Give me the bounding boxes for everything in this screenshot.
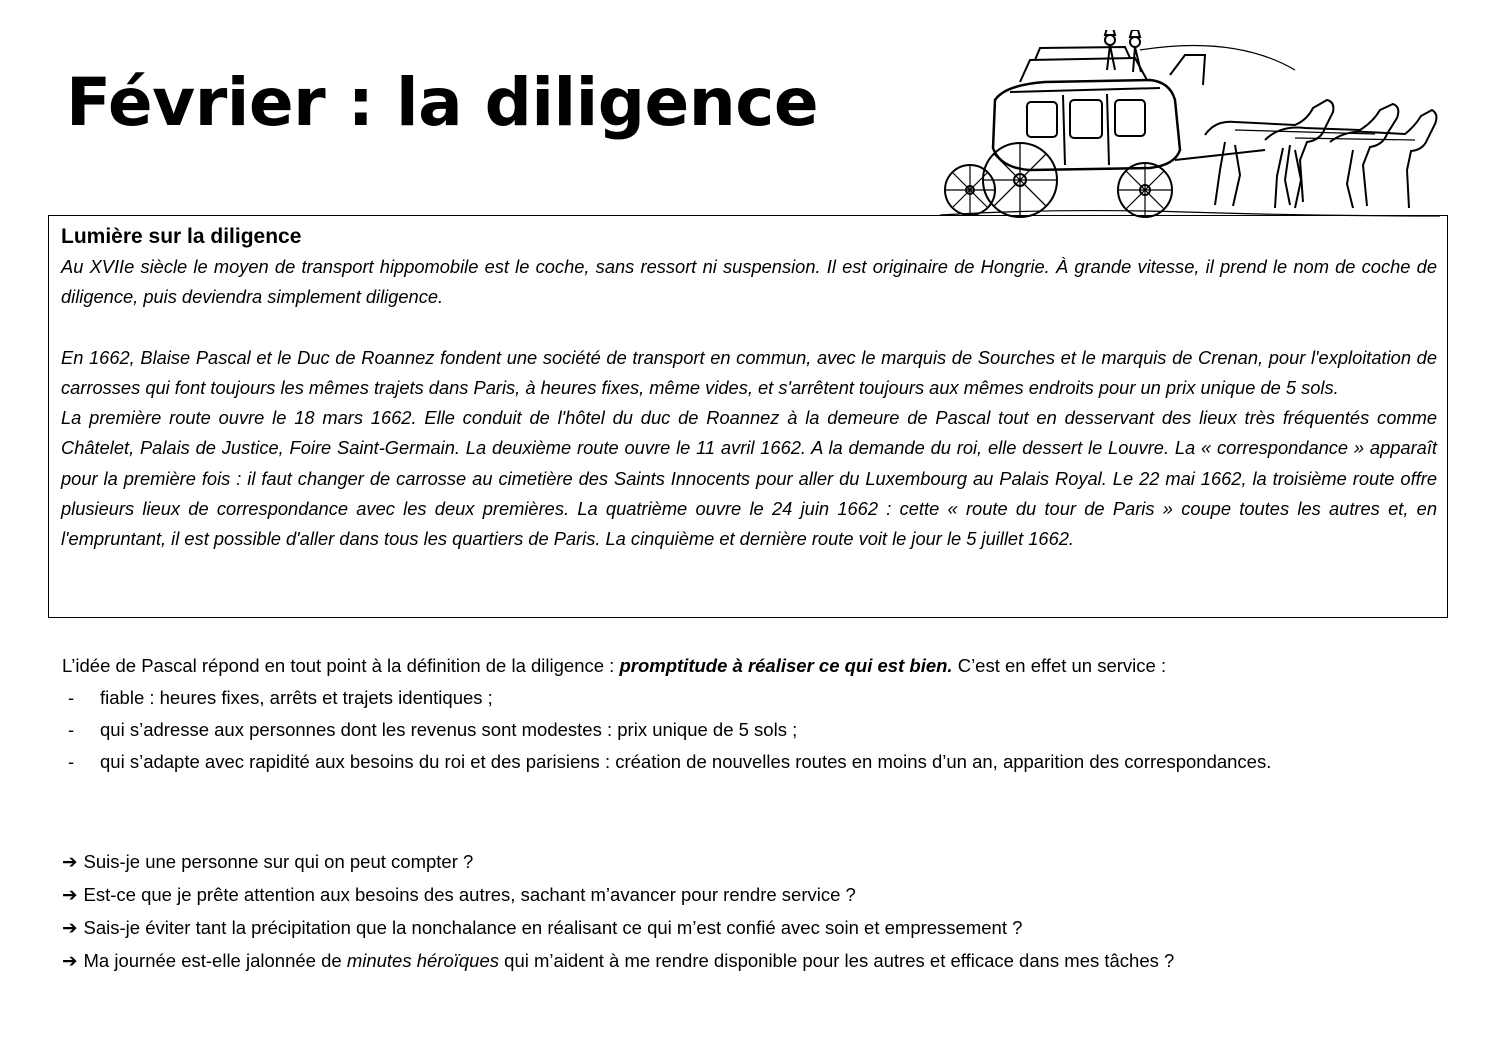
arrow-right-icon: ➔ — [62, 918, 78, 939]
list-item-text: qui s’adapte avec rapidité aux besoins du roi et des parisiens : création de nouvelles routes en moins d’un an, apparition des correspondances. — [100, 751, 1272, 772]
arrow-right-icon: ➔ — [62, 852, 78, 873]
intro-paragraph — [62, 650, 1437, 682]
dash-marker: - — [68, 719, 75, 740]
question-text: Suis-je une personne sur qui on peut compter ? — [83, 851, 474, 872]
question-list — [62, 846, 1452, 978]
box-paragraph-1: Au XVIIe siècle le moyen de transport hippomobile est le coche, sans ressort ni suspension. Il est originaire de Hongrie. À grande vitesse, il prend le nom de coche de diligence, puis deviendra simplement diligence. — [61, 256, 1437, 308]
service-section — [62, 650, 1437, 778]
question-item — [62, 846, 1452, 879]
list-item-text: fiable : heures fixes, arrêts et trajets identiques ; — [100, 687, 493, 708]
arrow-right-icon: ➔ — [62, 951, 78, 972]
question-item — [62, 879, 1452, 912]
question-item — [62, 912, 1452, 945]
service-list — [62, 682, 1437, 778]
stagecoach-illustration — [935, 30, 1445, 225]
box-paragraph-3: La première route ouvre le 18 mars 1662. Elle conduit de l'hôtel du duc de Roannez à la demeure de Pascal tout en desservant des lieux très fréquentés comme Châtelet, Palais de Justice, Foire Saint-Germain. La deuxième route ouvre le 11 avril 1662. A la demande du roi, elle dessert le Louvre. La « correspondance » apparaît pour la première fois : il faut changer de carrosse au cimetière des Saints Innocents pour aller du Luxembourg au Palais Royal. Le 22 mai 1662, la troisième route offre plusieurs lieux de correspondance avec les deux premières. La quatrième ouvre le 24 juin 1662 : cette « route du tour de Paris » coupe toutes les autres et, en l'empruntant, il est possible d'aller dans tous les quartiers de Paris. La cinquième et dernière route voit le jour le 5 juillet 1662. — [61, 407, 1437, 550]
page-title: Février : la diligence — [66, 64, 819, 141]
list-item-text: qui s’adresse aux personnes dont les revenus sont modestes : prix unique de 5 sols ; — [100, 719, 798, 740]
question-item — [62, 945, 1452, 978]
question-text-tail: qui m’aident à me rendre disponible pour les autres et efficace dans mes tâches ? — [499, 950, 1175, 971]
info-box — [48, 215, 1448, 618]
question-text: Sais-je éviter tant la précipitation que la nonchalance en réalisant ce qui m’est confié avec soin et empressement ? — [83, 917, 1023, 938]
dash-marker: - — [68, 687, 75, 708]
arrow-right-icon: ➔ — [62, 885, 78, 906]
box-heading: Lumière sur la diligence — [61, 225, 302, 248]
definition-emphasis: promptitude à réaliser ce qui est bien. — [619, 655, 953, 676]
dash-marker: - — [68, 751, 75, 772]
list-item — [62, 714, 1437, 746]
question-text: Ma journée est-elle jalonnée de — [83, 950, 347, 971]
intro-tail: C’est en effet un service : — [952, 655, 1167, 676]
box-paragraph-2: En 1662, Blaise Pascal et le Duc de Roannez fondent une société de transport en commun, avec le marquis de Sourches et le marquis de Crenan, pour l'exploitation de carrosses qui font toujours les mêmes trajets dans Paris, à heures fixes, même vides, et s'arrêtent toujours aux mêmes endroits pour un prix unique de 5 sols. — [61, 346, 1437, 398]
intro-text: L’idée de Pascal répond en tout point à la définition de la diligence : — [62, 655, 620, 676]
question-text: Est-ce que je prête attention aux besoins des autres, sachant m’avancer pour rendre service ? — [83, 884, 856, 905]
question-emphasis: minutes héroïques — [346, 950, 500, 971]
list-item — [62, 682, 1437, 714]
list-item — [62, 746, 1437, 778]
